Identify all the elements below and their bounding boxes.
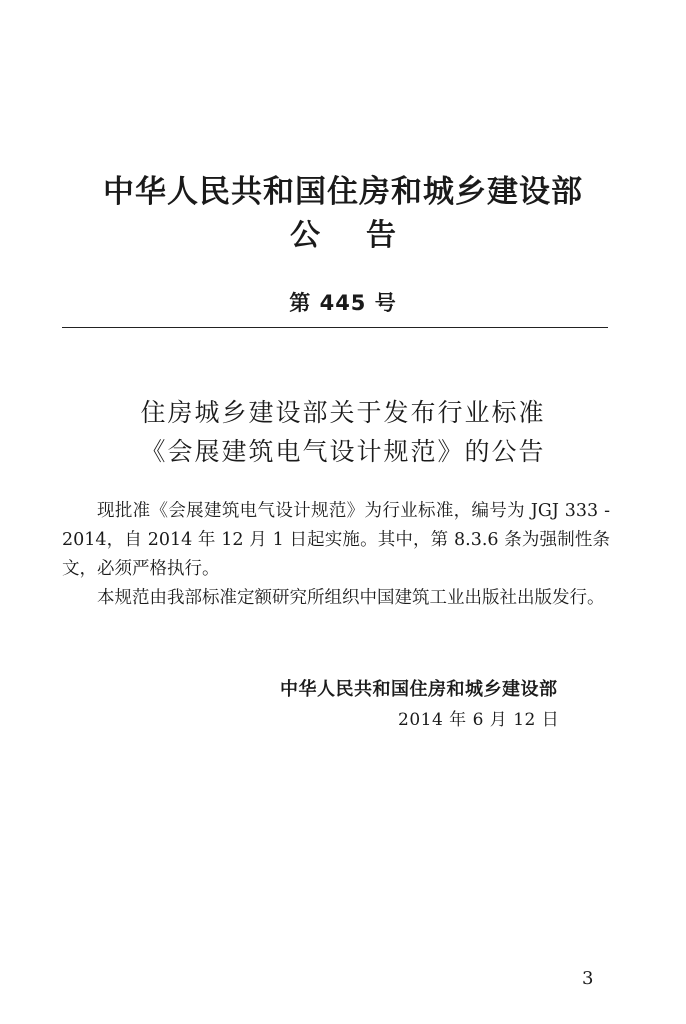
ministry-title: 中华人民共和国住房和城乡建设部	[103, 174, 583, 210]
announcement-heading-line-1: 住房城乡建设部关于发布行业标准	[140, 398, 546, 427]
body-paragraph-publisher: 本规范由我部标准定额研究所组织中国建筑工业出版社出版发行。	[97, 588, 605, 608]
notice-title: 公告	[290, 218, 442, 253]
body-paragraph-approval: 现批准《会展建筑电气设计规范》为行业标准，编号为 JGJ 333 - 2014，自 2014 年 12 月 1 日起实施。其中，第 8.3.6 条为强制性条文，必须严格执行。	[62, 501, 610, 579]
page-number: 3	[582, 968, 594, 989]
signature-organization: 中华人民共和国住房和城乡建设部	[280, 679, 558, 700]
document-number: 第 445 号	[289, 291, 397, 315]
announcement-heading-line-2: 《会展建筑电气设计规范》的公告	[140, 437, 546, 466]
signature-date: 2014 年 6 月 12 日	[398, 710, 560, 730]
header-divider	[62, 327, 608, 328]
